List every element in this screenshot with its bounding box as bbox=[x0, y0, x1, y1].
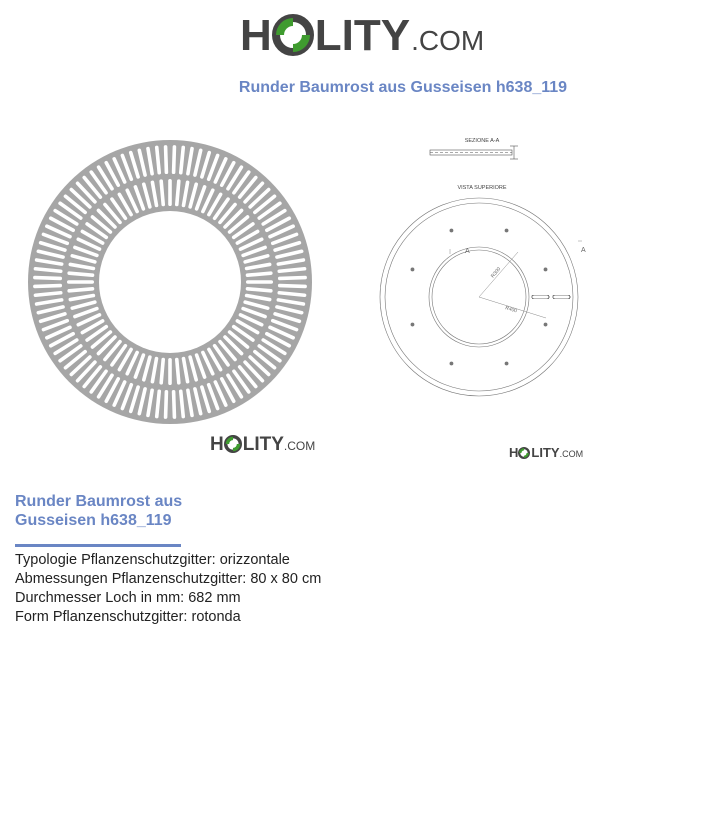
plan-slot bbox=[553, 295, 570, 299]
plan-slot bbox=[553, 295, 570, 299]
plan-slot bbox=[553, 295, 570, 299]
grate-slot bbox=[168, 179, 172, 206]
plan-slot bbox=[553, 295, 570, 299]
product-title-line2: Gusseisen h638_119 bbox=[15, 512, 172, 529]
plan-slot bbox=[532, 295, 549, 299]
plan-bolt-hole bbox=[505, 229, 508, 232]
plan-bolt-hole bbox=[544, 268, 547, 271]
plan-slot bbox=[553, 295, 570, 299]
plan-slot bbox=[553, 295, 570, 299]
title-underline bbox=[15, 544, 181, 547]
plan-slot bbox=[553, 295, 570, 299]
plan-slot bbox=[553, 295, 570, 299]
plan-slot bbox=[553, 295, 570, 299]
plan-slot bbox=[532, 295, 549, 299]
plan-slot bbox=[532, 295, 549, 299]
plan-bolt-hole bbox=[450, 229, 453, 232]
plan-slot bbox=[553, 295, 570, 299]
brand-logo[interactable] bbox=[240, 8, 484, 68]
plan-slot bbox=[553, 295, 570, 299]
plan-slot bbox=[532, 295, 549, 299]
plan-slot bbox=[553, 295, 570, 299]
section-marker-a-left: A bbox=[465, 248, 470, 255]
plan-slot bbox=[532, 295, 549, 299]
plan-bolt-hole bbox=[505, 362, 508, 365]
plan-slot bbox=[553, 295, 570, 299]
plan-slot bbox=[553, 295, 570, 299]
plan-slot bbox=[532, 295, 549, 299]
plan-slot bbox=[532, 295, 549, 299]
plan-slot bbox=[532, 295, 549, 299]
plan-slot bbox=[532, 295, 549, 299]
logo-letters-lity: LITY bbox=[531, 445, 560, 460]
plan-bolt-hole bbox=[411, 268, 414, 271]
plan-slot bbox=[532, 295, 549, 299]
plan-slot bbox=[553, 295, 570, 299]
plan-slot bbox=[553, 295, 570, 299]
plan-slot bbox=[553, 295, 570, 299]
dimension-lines bbox=[450, 241, 582, 318]
plan-slot bbox=[553, 295, 570, 299]
plan-slot bbox=[532, 295, 549, 299]
plan-slot bbox=[553, 295, 570, 299]
brand-logo-small bbox=[210, 432, 315, 456]
plan-slot bbox=[553, 295, 570, 299]
plan-slot bbox=[532, 295, 549, 299]
plan-slot bbox=[532, 295, 549, 299]
plan-slot bbox=[532, 295, 549, 299]
plan-bolt-hole bbox=[544, 323, 547, 326]
top-view-label: VISTA SUPERIORE bbox=[457, 185, 507, 191]
plan-slot bbox=[553, 295, 570, 299]
section-marker-a-right: A bbox=[581, 247, 586, 254]
plan-slot bbox=[532, 295, 549, 299]
plan-slot bbox=[553, 295, 570, 299]
logo-letter-h: H bbox=[509, 445, 518, 460]
plan-slot bbox=[553, 295, 570, 299]
plan-slot bbox=[553, 295, 570, 299]
logo-com: .COM bbox=[559, 449, 584, 459]
plan-slot bbox=[553, 295, 570, 299]
plan-slot bbox=[532, 295, 549, 299]
plan-slot bbox=[532, 295, 549, 299]
plan-slot bbox=[532, 295, 549, 299]
logo-ring-icon bbox=[224, 435, 242, 453]
product-photo bbox=[22, 139, 318, 429]
plan-slot bbox=[553, 295, 570, 299]
plan-slot bbox=[532, 295, 549, 299]
dim-inner-radius: R300 bbox=[489, 266, 503, 280]
logo-ring-icon bbox=[272, 14, 314, 56]
plan-slot bbox=[532, 295, 549, 299]
plan-slot bbox=[553, 295, 570, 299]
logo-letter-h: H bbox=[210, 434, 223, 455]
plan-slot bbox=[532, 295, 549, 299]
plan-slot bbox=[532, 295, 549, 299]
plan-slot bbox=[532, 295, 549, 299]
plan-slot bbox=[532, 295, 549, 299]
plan-slot bbox=[532, 295, 549, 299]
plan-slot bbox=[553, 295, 570, 299]
plan-slot bbox=[553, 295, 570, 299]
plan-slot bbox=[532, 295, 549, 299]
grate-slot bbox=[246, 280, 273, 284]
plan-slot bbox=[553, 295, 570, 299]
plan-slot bbox=[532, 295, 549, 299]
plan-slot bbox=[553, 295, 570, 299]
plan-slot bbox=[532, 295, 549, 299]
plan-slot bbox=[553, 295, 570, 299]
plan-slot bbox=[532, 295, 549, 299]
spec-item: Durchmesser Loch in mm: 682 mm bbox=[15, 590, 241, 606]
plan-slot bbox=[553, 295, 570, 299]
plan-slot bbox=[553, 295, 570, 299]
page-title: Runder Baumrost aus Gusseisen h638_119 bbox=[238, 79, 568, 96]
plan-slot bbox=[553, 295, 570, 299]
plan-slot bbox=[553, 295, 570, 299]
plan-slot bbox=[532, 295, 549, 299]
plan-slot bbox=[532, 295, 549, 299]
plan-slot bbox=[532, 295, 549, 299]
logo-ring-icon bbox=[518, 446, 530, 458]
spec-item: Form Pflanzenschutzgitter: rotonda bbox=[15, 609, 241, 625]
product-title-line1: Runder Baumrost aus bbox=[15, 493, 183, 510]
grate-slot bbox=[168, 358, 172, 385]
plan-slot bbox=[553, 295, 570, 299]
plan-slot bbox=[553, 295, 570, 299]
plan-slot bbox=[553, 295, 570, 299]
plan-slot bbox=[532, 295, 549, 299]
plan-slot bbox=[532, 295, 549, 299]
logo-letters-lity: LITY bbox=[314, 11, 411, 60]
plan-slot bbox=[553, 295, 570, 299]
plan-slot bbox=[553, 295, 570, 299]
plan-slot bbox=[553, 295, 570, 299]
plan-slot bbox=[532, 295, 549, 299]
plan-slot bbox=[553, 295, 570, 299]
plan-slot bbox=[532, 295, 549, 299]
logo-letters-lity: LITY bbox=[242, 434, 284, 455]
plan-slot bbox=[553, 295, 570, 299]
plan-slot bbox=[553, 295, 570, 299]
plan-slot bbox=[553, 295, 570, 299]
plan-slot bbox=[553, 295, 570, 299]
plan-slot bbox=[553, 295, 570, 299]
logo-com: .COM bbox=[283, 439, 316, 453]
spec-item: Typologie Pflanzenschutzgitter: orizzontale bbox=[15, 552, 290, 568]
plan-slot bbox=[532, 295, 549, 299]
plan-slot bbox=[532, 295, 549, 299]
dim-outer-radius: R400 bbox=[504, 305, 518, 315]
plan-slot bbox=[553, 295, 570, 299]
brand-logo-small bbox=[509, 444, 583, 460]
plan-slot bbox=[553, 295, 570, 299]
spec-item: Abmessungen Pflanzenschutzgitter: 80 x 80 cm bbox=[15, 571, 322, 587]
plan-slot bbox=[553, 295, 570, 299]
plan-slot bbox=[553, 295, 570, 299]
plan-slot bbox=[553, 295, 570, 299]
plan-bolt-hole bbox=[411, 323, 414, 326]
plan-slot bbox=[553, 295, 570, 299]
plan-slot bbox=[553, 295, 570, 299]
plan-slot bbox=[553, 295, 570, 299]
plan-slot bbox=[553, 295, 570, 299]
section-label: SEZIONE A-A bbox=[464, 138, 500, 144]
plan-slot bbox=[553, 295, 570, 299]
plan-slot bbox=[532, 295, 549, 299]
plan-slot bbox=[532, 295, 549, 299]
product-title bbox=[15, 492, 415, 530]
plan-slot bbox=[553, 295, 570, 299]
grate-slot bbox=[67, 280, 94, 284]
plan-slot bbox=[553, 295, 570, 299]
technical-drawing bbox=[368, 128, 598, 408]
plan-slot bbox=[553, 295, 570, 299]
section-view bbox=[430, 146, 518, 159]
logo-com: .COM bbox=[411, 25, 485, 56]
product-info bbox=[15, 492, 415, 627]
plan-slot bbox=[532, 295, 549, 299]
plan-slot bbox=[532, 295, 549, 299]
plan-slot bbox=[532, 295, 549, 299]
spec-list bbox=[15, 551, 415, 627]
plan-slot bbox=[553, 295, 570, 299]
plan-slot bbox=[532, 295, 549, 299]
plan-slot bbox=[532, 295, 549, 299]
plan-bolt-hole bbox=[450, 362, 453, 365]
plan-slot bbox=[553, 295, 570, 299]
plan-slot bbox=[532, 295, 549, 299]
plan-slot bbox=[553, 295, 570, 299]
plan-slot bbox=[532, 295, 549, 299]
plan-slot bbox=[532, 295, 549, 299]
logo-letter-h: H bbox=[240, 11, 271, 60]
